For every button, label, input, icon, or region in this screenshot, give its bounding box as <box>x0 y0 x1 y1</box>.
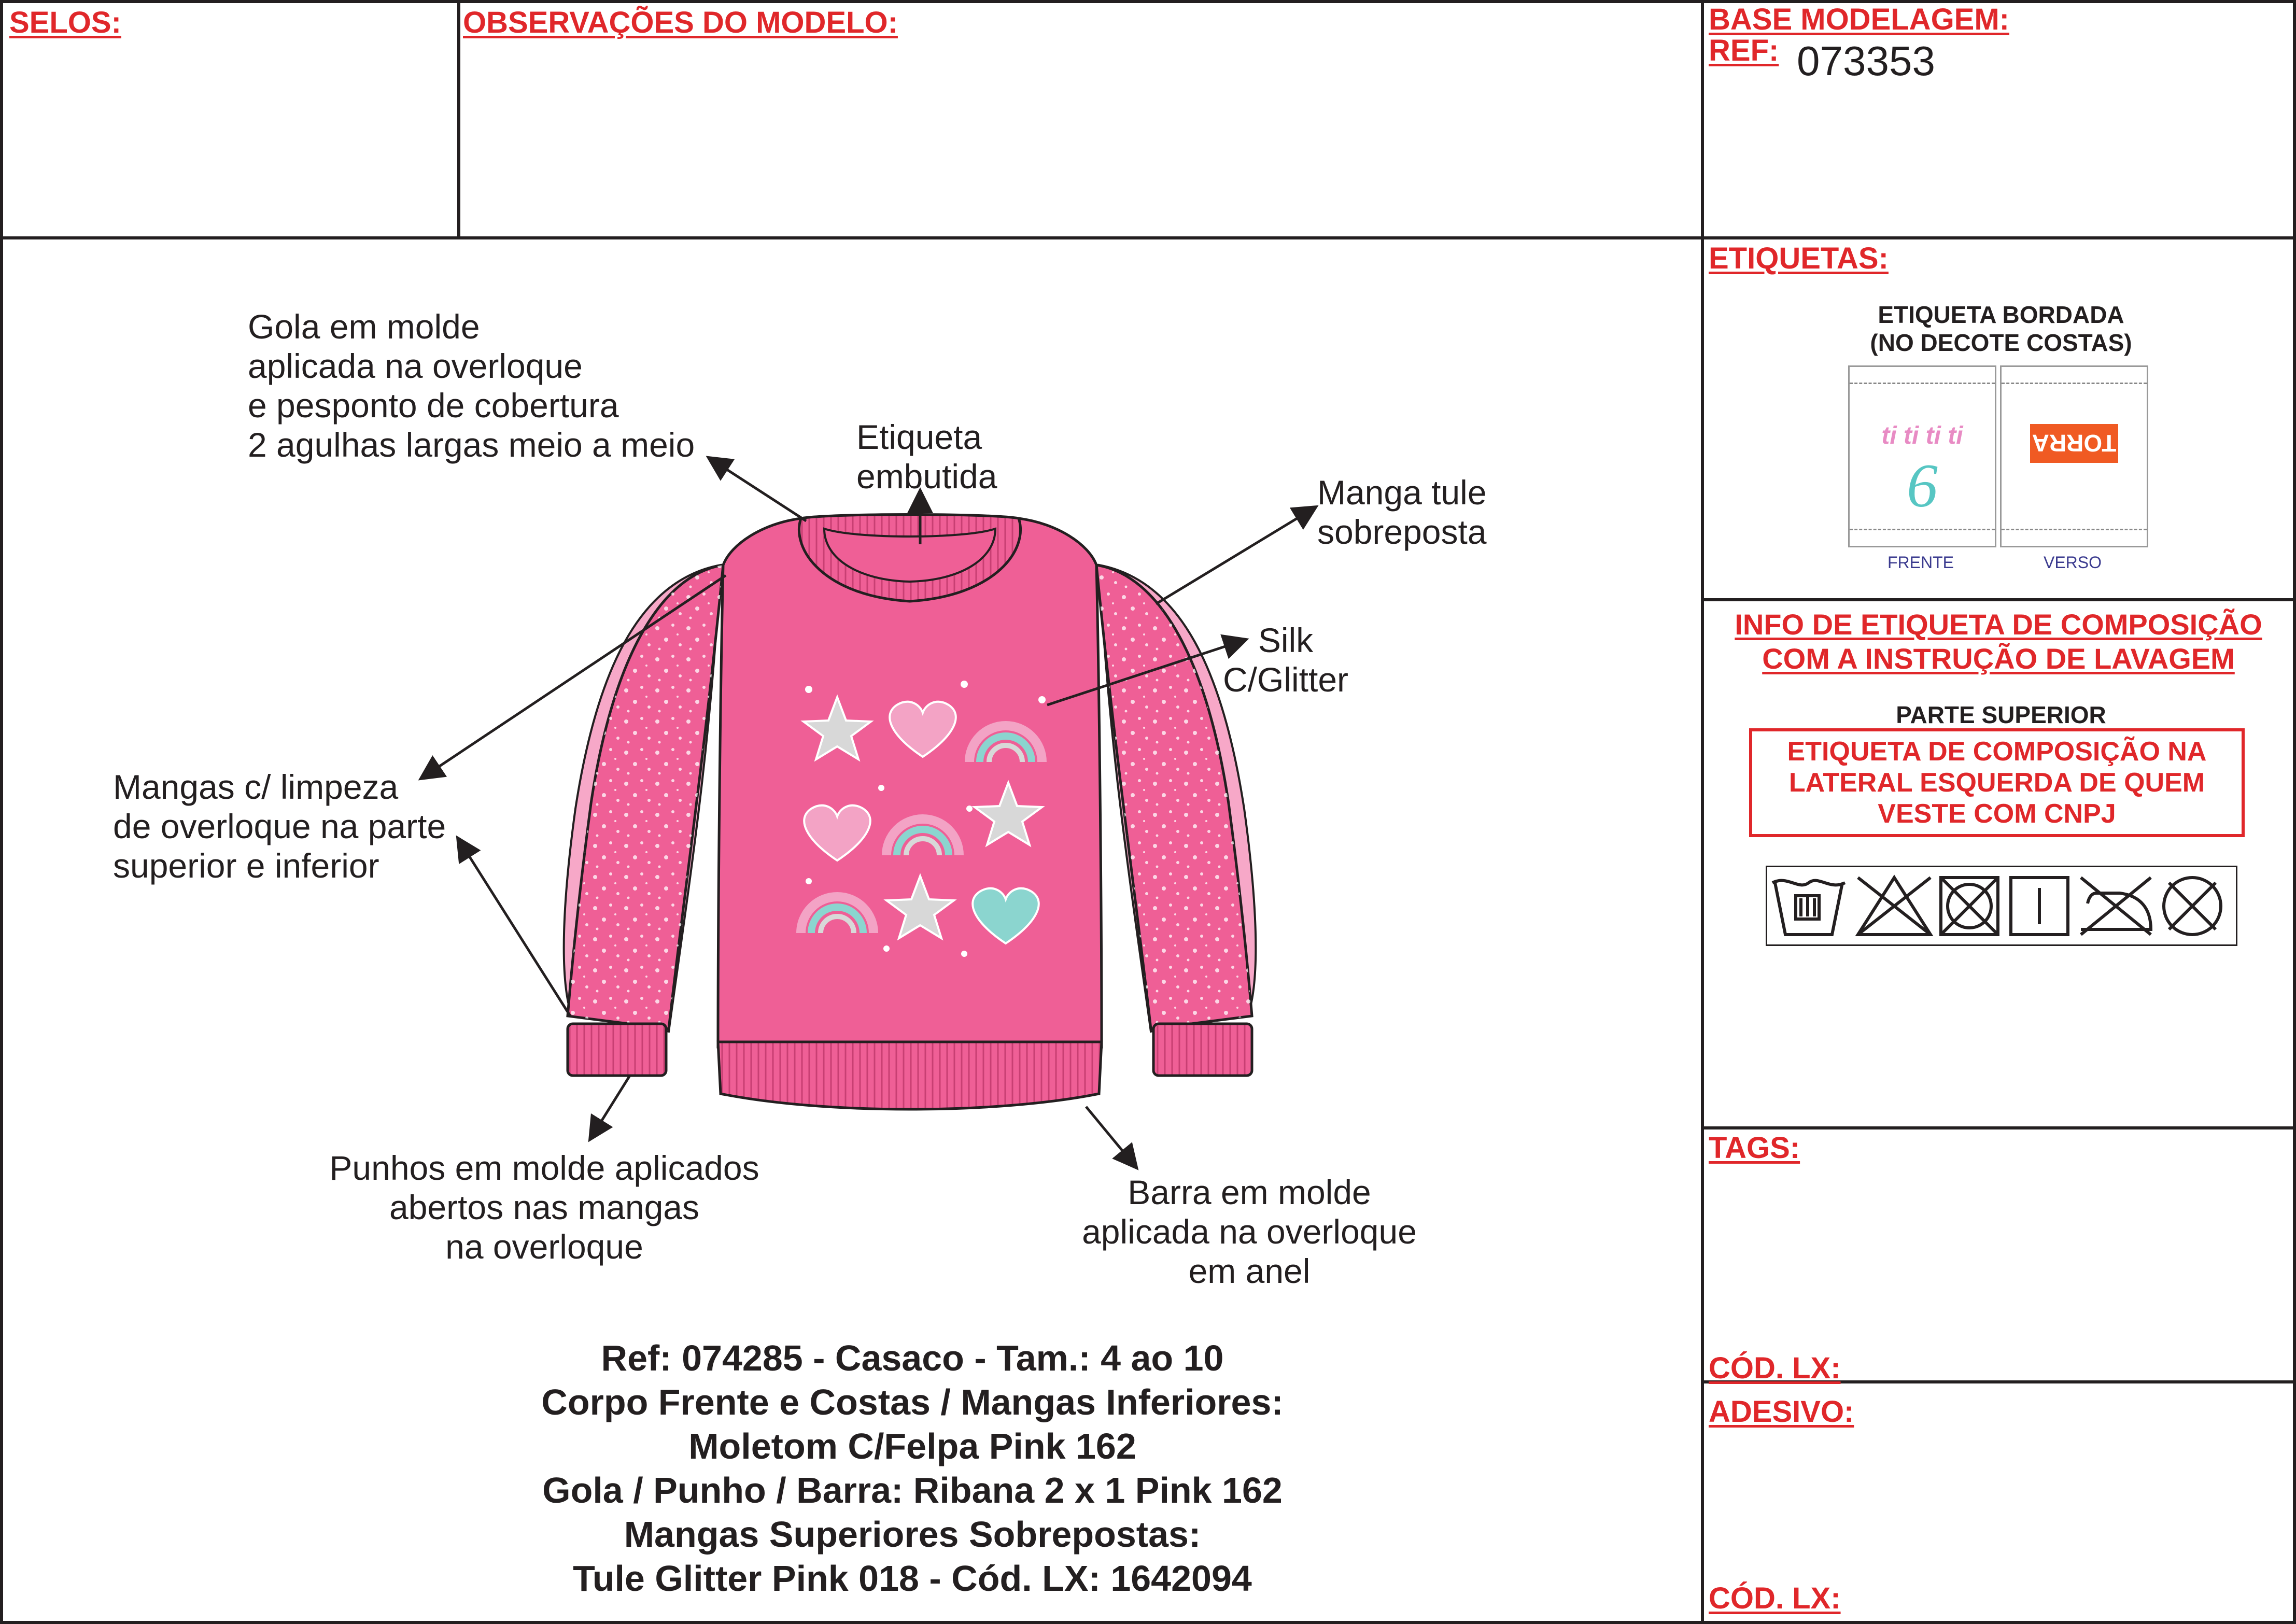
arrow-punhos <box>591 1076 630 1138</box>
no-dry-clean-icon <box>2164 878 2221 935</box>
spec-line: Tule Glitter Pink 018 - Cód. LX: 1642094 <box>573 1558 1252 1599</box>
annotation-etiqueta: Etiqueta embutida <box>856 418 997 496</box>
right-cuff <box>1153 1024 1252 1076</box>
tags-cod-label: CÓD. LX: <box>1709 1351 1841 1385</box>
annotation-manga-tule: Manga tule sobreposta <box>1317 473 1487 551</box>
spec-block <box>363 1336 1462 1601</box>
front-caption: FRENTE <box>1887 553 1954 572</box>
selos-label: SELOS: <box>9 6 121 39</box>
no-tumble-dry-icon <box>1941 878 1998 935</box>
left-cuff <box>568 1024 666 1076</box>
arrow-manga-tule <box>1156 508 1314 604</box>
spec-line: Moletom C/Felpa Pink 162 <box>688 1426 1136 1466</box>
annotation-mangas-limpeza: Mangas c/ limpeza de overloque na parte superior e inferior <box>113 768 446 885</box>
base-modelagem-label: BASE MODELAGEM: <box>1709 3 2009 36</box>
etiquetas-label: ETIQUETAS: <box>1709 242 1889 275</box>
size-front-text: 6 <box>1907 451 1938 520</box>
parte-superior-label: PARTE SUPERIOR <box>1896 701 2106 728</box>
annotation-punhos: Punhos em molde aplicados abertos nas mangas na overloque <box>329 1149 759 1266</box>
spec-line: Ref: 074285 - Casaco - Tam.: 4 ao 10 <box>601 1338 1224 1378</box>
composicao-title <box>1706 608 2291 676</box>
divider-tags <box>1701 1126 2296 1129</box>
annotation-silk: Silk C/Glitter <box>1222 621 1349 699</box>
brand-back-text: TORRA <box>2032 430 2117 457</box>
annotation-gola: Gola em molde aplicada na overloque e pesponto de cobertura 2 agulhas largas meio a meio <box>248 307 695 464</box>
composicao-box-text: ETIQUETA DE COMPOSIÇÃO NA LATERAL ESQUERDA DE QUEM VESTE COM CNPJ <box>1787 737 2207 829</box>
etiqueta-title <box>1788 301 2214 357</box>
label-front <box>1848 365 1996 547</box>
ref-value: 073353 <box>1797 38 1935 84</box>
composicao-title-line1: INFO DE ETIQUETA DE COMPOSIÇÃO <box>1735 608 2262 641</box>
brand-back-badge <box>2030 424 2118 463</box>
etiqueta-title-line2: (NO DECOTE COSTAS) <box>1870 329 2132 356</box>
adesivo-cod-label: CÓD. LX: <box>1709 1581 1841 1615</box>
back-caption: VERSO <box>2043 553 2102 572</box>
hem <box>718 1042 1102 1109</box>
observacoes-label: OBSERVAÇÕES DO MODELO: <box>463 6 898 39</box>
divider-etiquetas <box>1701 598 2296 601</box>
arrow-barra <box>1086 1107 1135 1166</box>
label-back <box>2000 365 2148 547</box>
line-dry-icon <box>2011 878 2068 935</box>
adesivo-label: ADESIVO: <box>1709 1395 1854 1429</box>
arrow-gola <box>710 459 806 521</box>
no-bleach-icon <box>1858 878 1931 935</box>
care-symbols <box>1766 866 2237 946</box>
brand-front-text: ti ti ti ti <box>1881 422 1963 449</box>
spec-line: Mangas Superiores Sobrepostas: <box>624 1514 1201 1555</box>
annotation-barra: Barra em molde aplicada na overloque em anel <box>1082 1173 1417 1290</box>
arrow-mangas-limpeza-bottom <box>459 840 570 1016</box>
silk-print <box>801 681 1046 957</box>
ref-label: REF: <box>1709 34 1779 67</box>
etiqueta-title-line1: ETIQUETA BORDADA <box>1878 301 2124 328</box>
spec-line: Gola / Punho / Barra: Ribana 2 x 1 Pink 162 <box>542 1470 1283 1510</box>
spec-line: Corpo Frente e Costas / Mangas Inferiores: <box>541 1382 1284 1422</box>
hand-wash-icon <box>1772 881 1845 935</box>
tags-label: TAGS: <box>1709 1131 1800 1165</box>
composicao-box <box>1749 728 2245 837</box>
composicao-title-line2: COM A INSTRUÇÃO DE LAVAGEM <box>1762 642 2235 675</box>
no-iron-icon <box>2081 878 2151 935</box>
